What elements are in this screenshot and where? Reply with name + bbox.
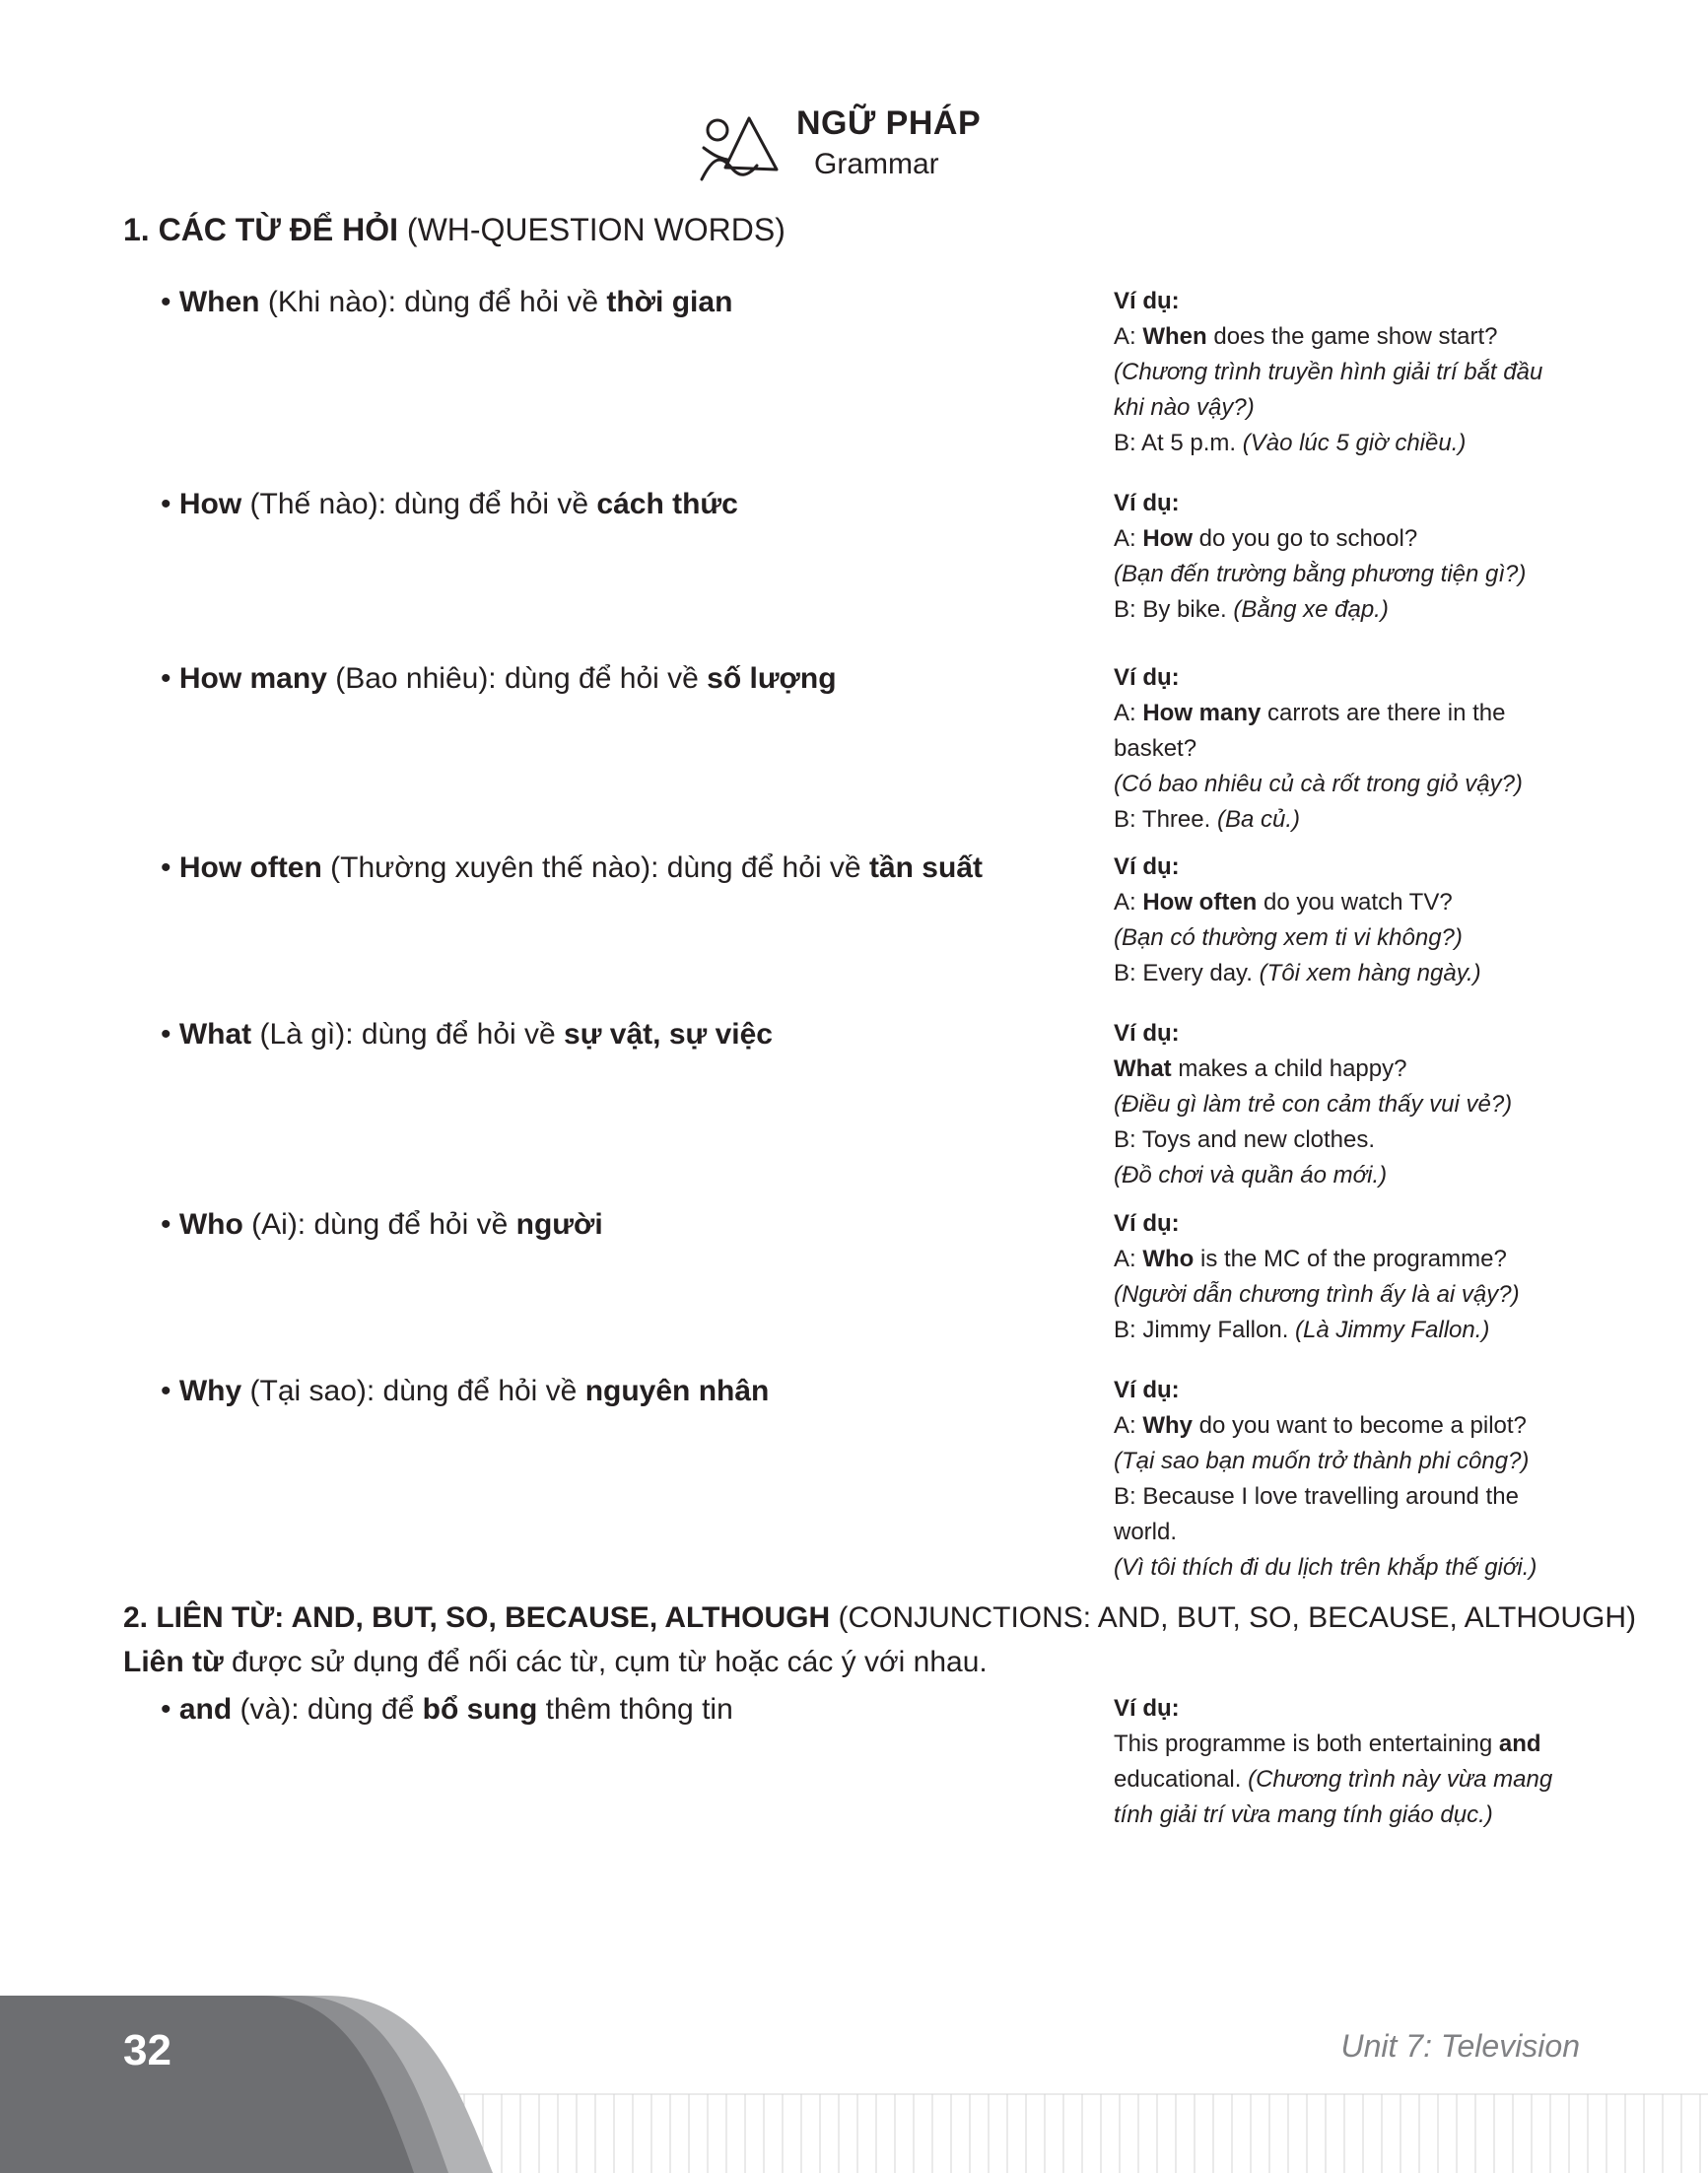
example-line: A: How do you go to school? [1114,525,1418,552]
bullet-item: • How often (Thường xuyên thế nào): dùng để hỏi về tần suất [161,851,983,884]
example-line: (Điều gì làm trẻ con cảm thấy vui vẻ?) [1114,1091,1513,1118]
example-line: world. [1114,1519,1178,1545]
example-line: B: Jimmy Fallon. (Là Jimmy Fallon.) [1114,1317,1490,1343]
footer-band [0,1996,1708,2173]
example-label: Ví dụ: [1114,664,1180,691]
example-line: (Người dẫn chương trình ấy là ai vậy?) [1114,1281,1520,1308]
example-line: A: Who is the MC of the programme? [1114,1246,1507,1272]
example-label: Ví dụ: [1114,490,1180,516]
example-line: (Tại sao bạn muốn trở thành phi công?) [1114,1448,1530,1474]
example-line: (Có bao nhiêu củ cà rốt trong giỏ vậy?) [1114,771,1523,797]
example-line: B: At 5 p.m. (Vào lúc 5 giờ chiều.) [1114,430,1467,456]
example-line: basket? [1114,735,1197,762]
bullet-item: • What (Là gì): dùng để hỏi về sự vật, sự việc [161,1018,773,1051]
example-label: Ví dụ: [1114,1020,1180,1047]
example-block [1114,1373,1577,1586]
example-label: Ví dụ: [1114,1695,1180,1722]
example-line: B: By bike. (Bằng xe đạp.) [1114,596,1389,623]
example-line: A: Why do you want to become a pilot? [1114,1412,1527,1439]
example-line: A: How many carrots are there in the [1114,700,1506,726]
example-block [1114,1691,1577,1833]
example-line: What makes a child happy? [1114,1055,1407,1082]
example-line: (Bạn đến trường bằng phương tiện gì?) [1114,561,1527,587]
example-label: Ví dụ: [1114,288,1180,314]
example-line: This programme is both entertaining and [1114,1731,1541,1757]
example-label: Ví dụ: [1114,1210,1180,1237]
section-2-intro: Liên từ được sử dụng để nối các từ, cụm từ hoặc các ý với nhau. [123,1646,988,1678]
example-block [1114,1206,1577,1348]
example-line: educational. (Chương trình này vừa mang [1114,1766,1553,1793]
example-line: A: When does the game show start? [1114,323,1498,350]
unit-title: Unit 7: Television [1340,2028,1580,2064]
bullet-item: • Who (Ai): dùng để hỏi về người [161,1208,603,1241]
example-line: B: Three. (Ba củ.) [1114,806,1300,833]
example-block [1114,284,1577,461]
example-line: tính giải trí vừa mang tính giáo dục.) [1114,1801,1493,1828]
example-line: (Đồ chơi và quần áo mới.) [1114,1162,1388,1188]
example-line: B: Toys and new clothes. [1114,1126,1376,1153]
example-line: (Bạn có thường xem ti vi không?) [1114,924,1463,951]
bullet-item: • Why (Tại sao): dùng để hỏi về nguyên nhân [161,1375,770,1407]
bullet-item: • When (Khi nào): dùng để hỏi về thời gian [161,286,733,318]
page-number: 32 [123,2026,171,2074]
section-1-title: 1. CÁC TỪ ĐỂ HỎI (WH-QUESTION WORDS) [123,212,786,247]
header-title: NGỮ PHÁP [796,104,982,142]
example-block [1114,660,1577,838]
bullet-item: • and (và): dùng để bổ sung thêm thông tin [161,1693,733,1726]
mountain-sun-icon [700,108,779,187]
example-block [1114,1016,1577,1193]
example-line: B: Every day. (Tôi xem hàng ngày.) [1114,960,1481,986]
example-line: A: How often do you watch TV? [1114,889,1453,916]
example-line: khi nào vậy?) [1114,394,1255,421]
example-label: Ví dụ: [1114,1377,1180,1403]
bullet-item: • How many (Bao nhiêu): dùng để hỏi về số lượng [161,662,837,695]
bullet-item: • How (Thế nào): dùng để hỏi về cách thức [161,488,738,520]
example-label: Ví dụ: [1114,853,1180,880]
example-line: (Chương trình truyền hình giải trí bắt đầu [1114,359,1543,385]
example-line: B: Because I love travelling around the [1114,1483,1519,1510]
example-line: (Vì tôi thích đi du lịch trên khắp thế giới.) [1114,1554,1537,1581]
header-subtitle: Grammar [814,148,939,180]
example-block [1114,849,1577,991]
example-block [1114,486,1577,628]
section-2-title: 2. LIÊN TỪ: AND, BUT, SO, BECAUSE, ALTHOUGH (CONJUNCTIONS: AND, BUT, SO, BECAUSE, ALTHOUGH) [123,1601,1637,1634]
grammar-header [0,99,1708,197]
